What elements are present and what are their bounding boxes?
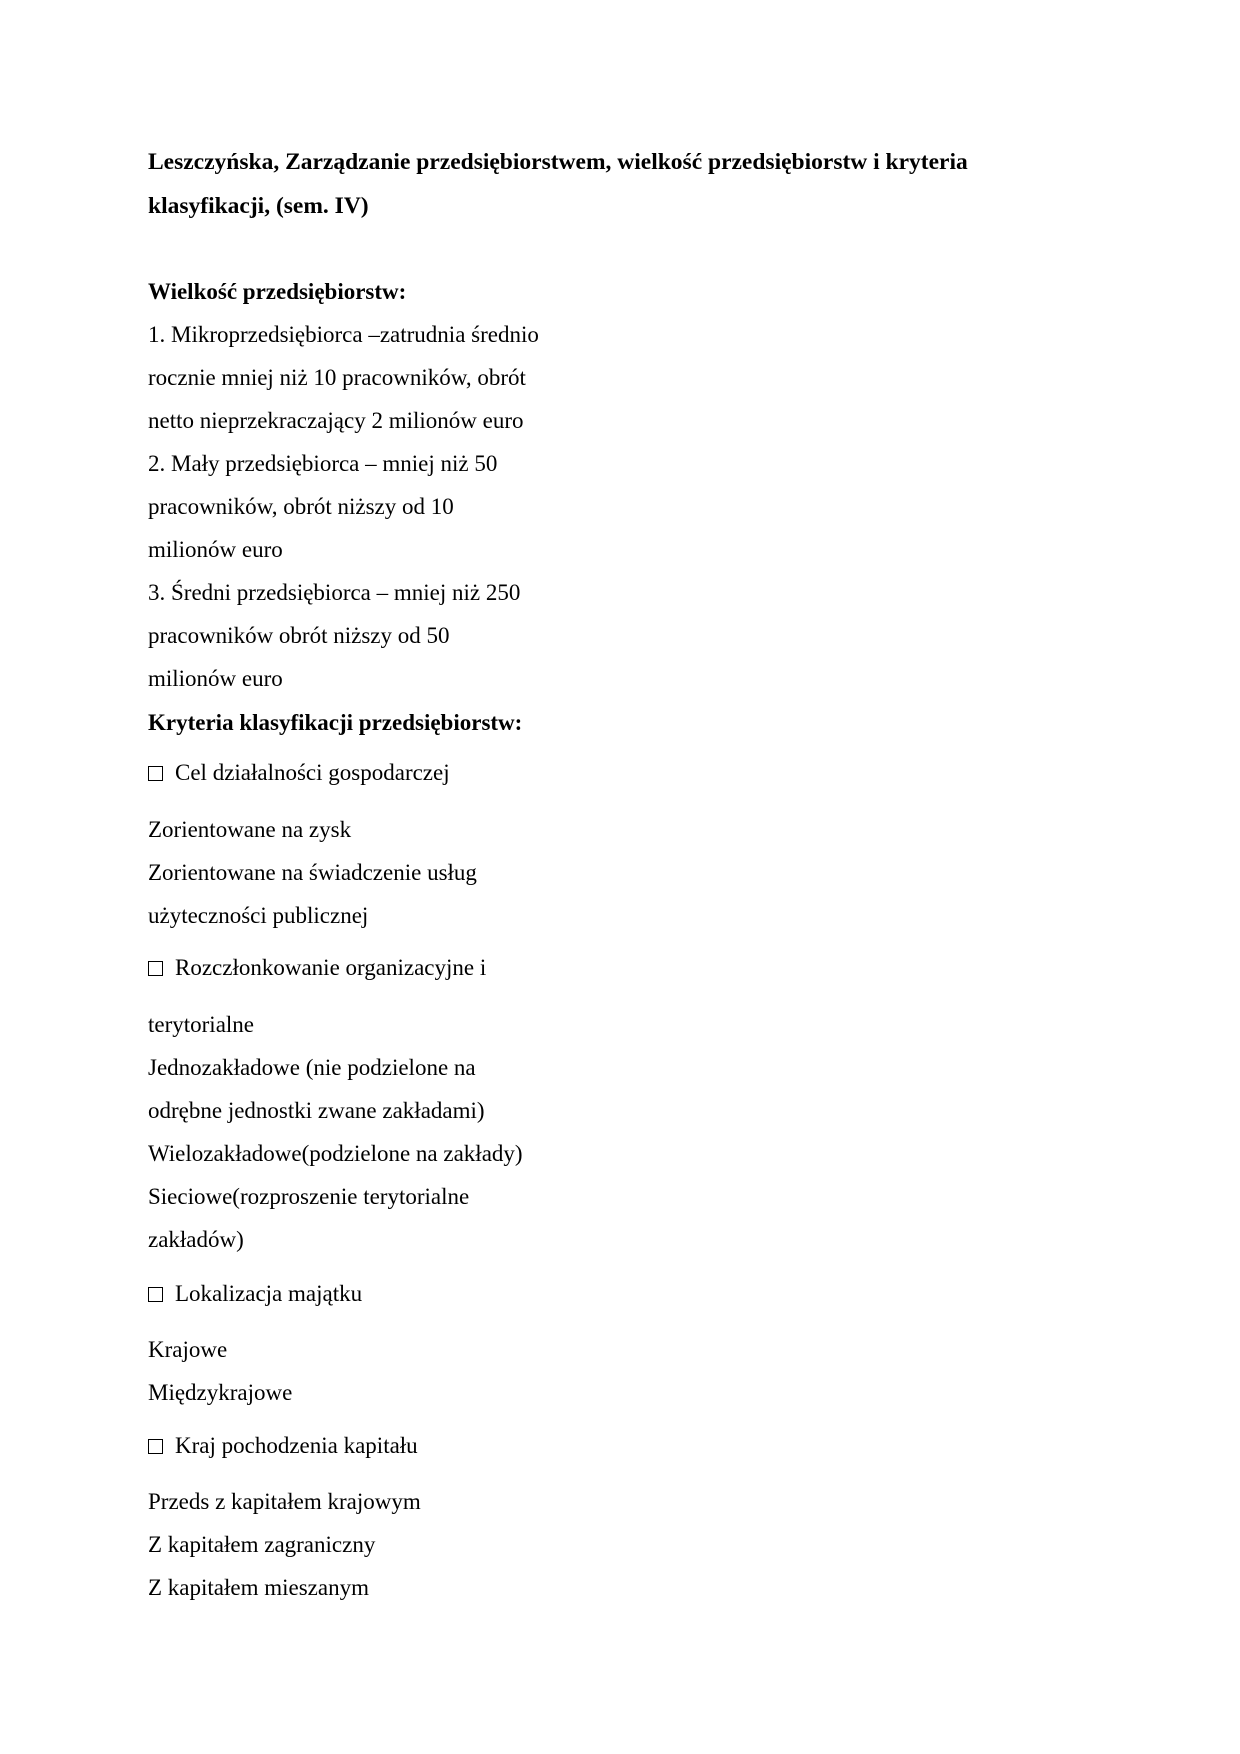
- size-line: rocznie mniej niż 10 pracowników, obrót: [148, 365, 526, 390]
- criterion-item: Zorientowane na zysk: [148, 817, 352, 842]
- checkbox-icon: [148, 766, 163, 781]
- criterion-label: Cel działalności gospodarczej: [175, 760, 450, 785]
- criterion-item: Jednozakładowe (nie podzielone na: [148, 1055, 476, 1080]
- checkbox-icon: [148, 961, 163, 976]
- size-line: pracowników obrót niższy od 50: [148, 623, 450, 648]
- criterion-item: Z kapitałem zagraniczny: [148, 1532, 376, 1557]
- criterion-item: Krajowe: [148, 1337, 228, 1362]
- criterion-checklist-item: [148, 1280, 362, 1308]
- criterion-label: Kraj pochodzenia kapitału: [175, 1433, 418, 1458]
- criterion-item: zakładów): [148, 1227, 244, 1252]
- size-line: milionów euro: [148, 666, 283, 691]
- criterion-item: Z kapitałem mieszanym: [148, 1575, 369, 1600]
- checkbox-icon: [148, 1287, 163, 1302]
- document-title-line-2: klasyfikacji, (sem. IV): [148, 193, 369, 219]
- size-section-heading: Wielkość przedsiębiorstw:: [148, 279, 407, 304]
- criterion-checklist-item: [148, 1432, 418, 1460]
- criterion-item: Sieciowe(rozproszenie terytorialne: [148, 1184, 470, 1209]
- criterion-item: terytorialne: [148, 1012, 255, 1037]
- criterion-label: Lokalizacja majątku: [175, 1281, 363, 1306]
- size-line: 1. Mikroprzedsiębiorca –zatrudnia średnio: [148, 322, 539, 347]
- criterion-item: Zorientowane na świadczenie usług: [148, 860, 477, 885]
- criterion-checklist-item: [148, 759, 450, 787]
- checkbox-icon: [148, 1439, 163, 1454]
- document-title-line-1: Leszczyńska, Zarządzanie przedsiębiorstwem, wielkość przedsiębiorstw i kryteria: [148, 149, 968, 175]
- size-line: milionów euro: [148, 537, 283, 562]
- criterion-item: Międzykrajowe: [148, 1380, 293, 1405]
- size-line: 2. Mały przedsiębiorca – mniej niż 50: [148, 451, 498, 476]
- criterion-item: odrębne jednostki zwane zakładami): [148, 1098, 485, 1123]
- criterion-item: Wielozakładowe(podzielone na zakłady): [148, 1141, 523, 1166]
- size-line: pracowników, obrót niższy od 10: [148, 494, 454, 519]
- criterion-item: użyteczności publicznej: [148, 903, 369, 928]
- criteria-section-heading: Kryteria klasyfikacji przedsiębiorstw:: [148, 710, 523, 735]
- criterion-label: Rozczłonkowanie organizacyjne i: [175, 955, 487, 980]
- criterion-checklist-item: [148, 954, 486, 982]
- size-line: 3. Średni przedsiębiorca – mniej niż 250: [148, 580, 521, 605]
- size-line: netto nieprzekraczający 2 milionów euro: [148, 408, 524, 433]
- criterion-item: Przeds z kapitałem krajowym: [148, 1489, 421, 1514]
